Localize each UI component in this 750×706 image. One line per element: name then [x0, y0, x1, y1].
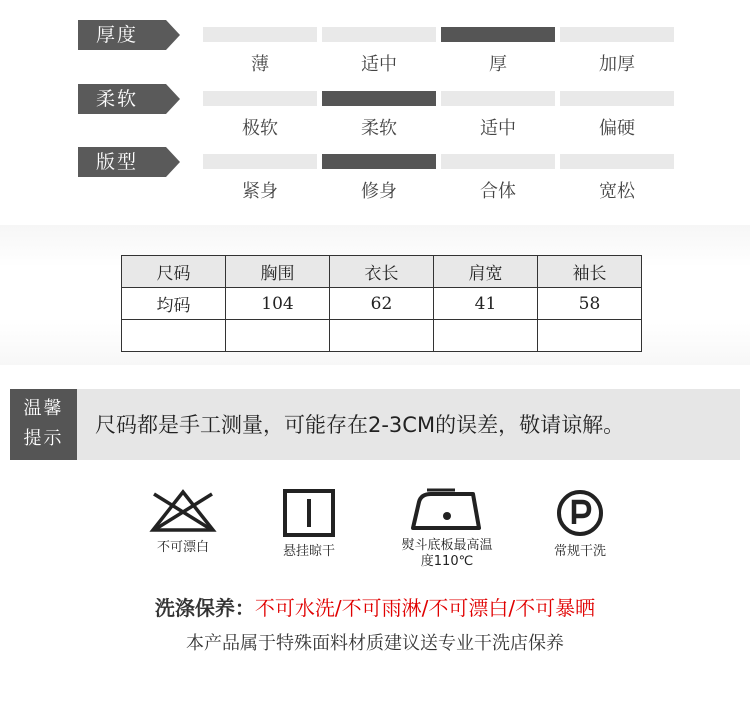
no-bleach-icon	[148, 488, 218, 534]
table-header-cell: 袖长	[538, 256, 642, 288]
washing-line	[0, 592, 750, 621]
table-cell: 均码	[122, 288, 226, 320]
level-bar	[203, 154, 317, 169]
dry-clean-icon	[555, 488, 605, 538]
level-bar	[560, 154, 674, 169]
level-bar	[441, 91, 555, 106]
care-item-hang-dry	[249, 488, 369, 560]
care-item-no-bleach	[123, 488, 243, 556]
level-bar	[203, 91, 317, 106]
attr-option: 宽松	[599, 181, 635, 202]
size-table	[121, 255, 642, 352]
attr-row-fit	[0, 147, 750, 207]
table-header-cell: 胸围	[226, 256, 330, 288]
hang-dry-icon	[282, 488, 336, 538]
table-header-cell: 衣长	[330, 256, 434, 288]
attr-label: 柔软	[78, 84, 166, 114]
attr-option: 厚	[489, 54, 507, 75]
care-label: 悬挂晾干	[282, 544, 335, 559]
table-cell	[330, 320, 434, 352]
table-header-cell: 肩宽	[434, 256, 538, 288]
attr-label: 版型	[78, 147, 166, 177]
attr-option: 偏硬	[599, 118, 635, 139]
attr-option: 合体	[480, 181, 516, 202]
attr-option: 加厚	[599, 54, 635, 75]
table-cell	[538, 320, 642, 352]
attr-option: 适中	[361, 54, 397, 75]
notice-tag-line: 提示	[23, 428, 64, 449]
level-bar	[560, 27, 674, 42]
level-bar	[560, 91, 674, 106]
level-bar-selected	[322, 91, 436, 106]
care-label-line: 度110℃	[420, 554, 474, 569]
table-row	[122, 288, 642, 320]
notice-tag-line: 温馨	[23, 398, 64, 419]
attr-option: 修身	[361, 181, 397, 202]
attr-option: 适中	[480, 118, 516, 139]
table-cell: 41	[434, 288, 538, 320]
table-cell: 62	[330, 288, 434, 320]
notice-tag	[10, 389, 77, 460]
attr-option: 紧身	[242, 181, 278, 202]
table-header-row	[122, 256, 642, 288]
washing-value: 不可水洗/不可雨淋/不可漂白/不可暴晒	[254, 596, 596, 620]
table-cell	[434, 320, 538, 352]
level-bar-selected	[322, 154, 436, 169]
table-cell: 104	[226, 288, 330, 320]
table-cell: 58	[538, 288, 642, 320]
care-label-line: 熨斗底板最高温	[401, 538, 493, 553]
table-header-cell: 尺码	[122, 256, 226, 288]
care-item-iron	[385, 488, 509, 570]
iron-icon	[409, 488, 485, 532]
notice-text: 尺码都是手工测量，可能存在2-3CM的误差，敬请谅解。	[95, 413, 625, 437]
care-label: 常规干洗	[553, 544, 606, 559]
washing-key: 洗涤保养：	[154, 596, 255, 620]
notice-box	[10, 389, 740, 460]
attr-row-thickness	[0, 20, 750, 80]
care-advice: 本产品属于特殊面料材质建议送专业干洗店保养	[186, 633, 564, 654]
care-label	[385, 538, 509, 570]
table-row	[122, 320, 642, 352]
attr-option: 薄	[251, 54, 269, 75]
table-cell	[226, 320, 330, 352]
level-bar	[203, 27, 317, 42]
attr-row-softness	[0, 84, 750, 144]
attr-option: 柔软	[361, 118, 397, 139]
level-bar-selected	[441, 27, 555, 42]
attr-label: 厚度	[78, 20, 166, 50]
care-item-dry-clean	[520, 488, 640, 560]
level-bar	[322, 27, 436, 42]
care-label: 不可漂白	[156, 540, 209, 555]
level-bar	[441, 154, 555, 169]
attr-option: 极软	[242, 118, 278, 139]
table-cell	[122, 320, 226, 352]
